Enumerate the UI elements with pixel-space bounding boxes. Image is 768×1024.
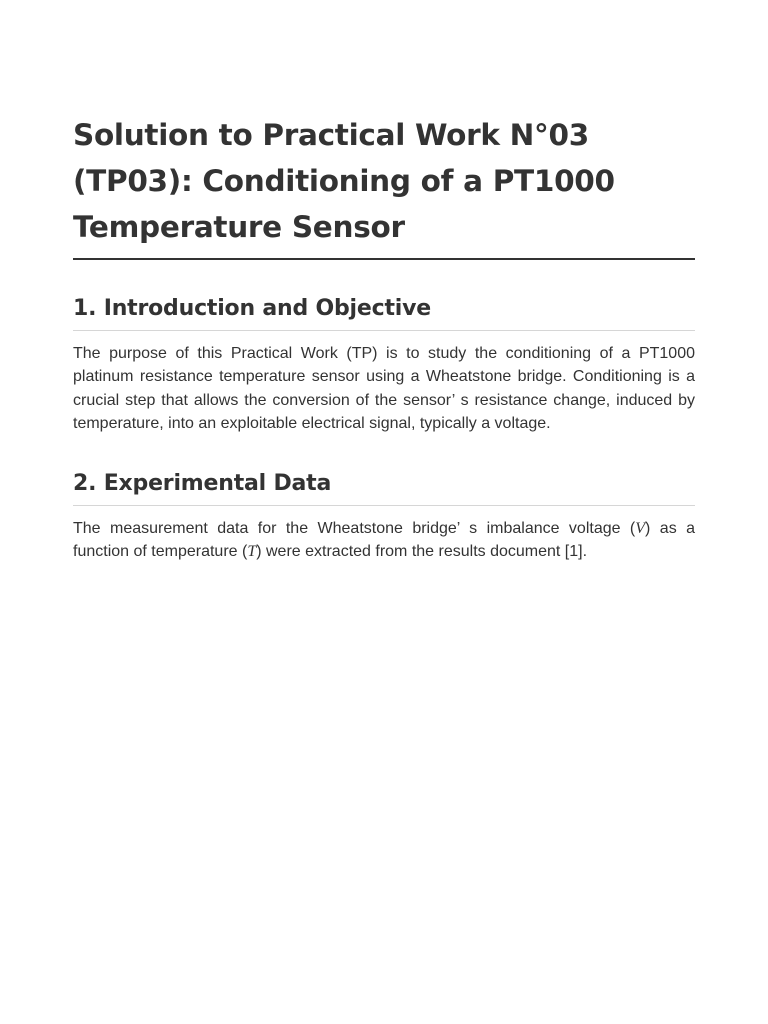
introduction-paragraph: The purpose of this Practical Work (TP) is to study the conditioning of a PT1000 platinum resistance temperature sensor using a Wheatstone bridge. Conditioning is a crucial step that allows the conversion of the sensor’ s resistance change, induced by temperature, into an exploitable electrical signal, typically a voltage. bbox=[73, 345, 695, 432]
voltage-variable: V bbox=[635, 520, 646, 538]
paragraph-text: The measurement data for the Wheatstone bridge’ s imbalance voltage ( bbox=[73, 520, 636, 538]
section-heading-experimental-data: 2. Experimental Data bbox=[73, 469, 695, 506]
temperature-variable: T bbox=[247, 543, 257, 561]
document-title: Solution to Practical Work N°03 (TP03): Conditioning of a PT1000 Temperature Sensor bbox=[73, 112, 695, 260]
experimental-data-paragraph bbox=[73, 517, 695, 564]
paragraph-text: ) as a function of temperature ( bbox=[73, 520, 695, 561]
document-page bbox=[73, 112, 695, 564]
section-heading-introduction: 1. Introduction and Objective bbox=[73, 294, 695, 331]
paragraph-text: ) were extracted from the results document [1]. bbox=[256, 543, 588, 561]
